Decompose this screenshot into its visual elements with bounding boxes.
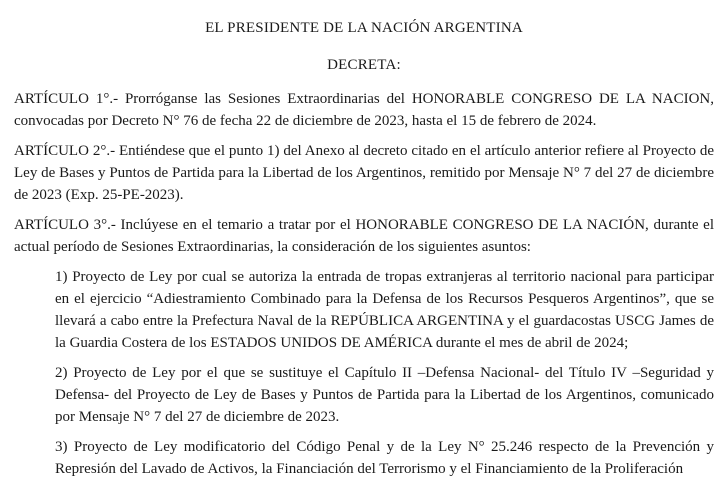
- agenda-item-2: 2) Proyecto de Ley por el que se sustituye el Capítulo II –Defensa Nacional- del Título IV –Seguridad y Defensa- del Proyecto de Ley de Bases y Puntos de Partida para la Libertad de los Argentinos, comunicado por Mensaje N° 7 del 27 de diciembre de 2023.: [55, 365, 714, 425]
- agenda-item-1: 1) Proyecto de Ley por cual se autoriza la entrada de tropas extranjeras al territorio nacional para participar en el ejercicio “Adiestramiento Combinado para la Defensa de los Recursos Pesqueros Argentinos”, que se llevará a cabo entre la Prefectura Naval de la REPÚBLICA ARGENTINA y el guardacostas USCG James de la Guardia Costera de los ESTADOS UNIDOS DE AMÉRICA durante el mes de abril de 2024;: [55, 269, 714, 351]
- agenda-item-3: 3) Proyecto de Ley modificatorio del Código Penal y de la Ley N° 25.246 respecto de la Prevención y Represión del Lavado de Activos, la Financiación del Terrorismo y el Financiamiento de la Proliferación: [55, 439, 714, 477]
- decree-title: EL PRESIDENTE DE LA NACIÓN ARGENTINA: [205, 20, 523, 36]
- article-2-paragraph: ARTÍCULO 2°.- Entiéndese que el punto 1) del Anexo al decreto citado en el artículo anterior refiere al Proyecto de Ley de Bases y Puntos de Partida para la Libertad de los Argentinos, remitido por Mensaje N° 7 del 27 de diciembre de 2023 (Exp. 25-PE-2023).: [14, 143, 714, 203]
- article-3-paragraph: ARTÍCULO 3°.- Inclúyese en el temario a tratar por el HONORABLE CONGRESO DE LA NACIÓN, durante el actual período de Sesiones Extraordinarias, la consideración de los siguientes asuntos:: [14, 217, 714, 255]
- decree-heading: DECRETA:: [327, 57, 401, 73]
- article-1-paragraph: ARTÍCULO 1°.- Prorróganse las Sesiones Extraordinarias del HONORABLE CONGRESO DE LA NACION, convocadas por Decreto N° 76 de fecha 22 de diciembre de 2023, hasta el 15 de febrero de 2024.: [14, 91, 714, 129]
